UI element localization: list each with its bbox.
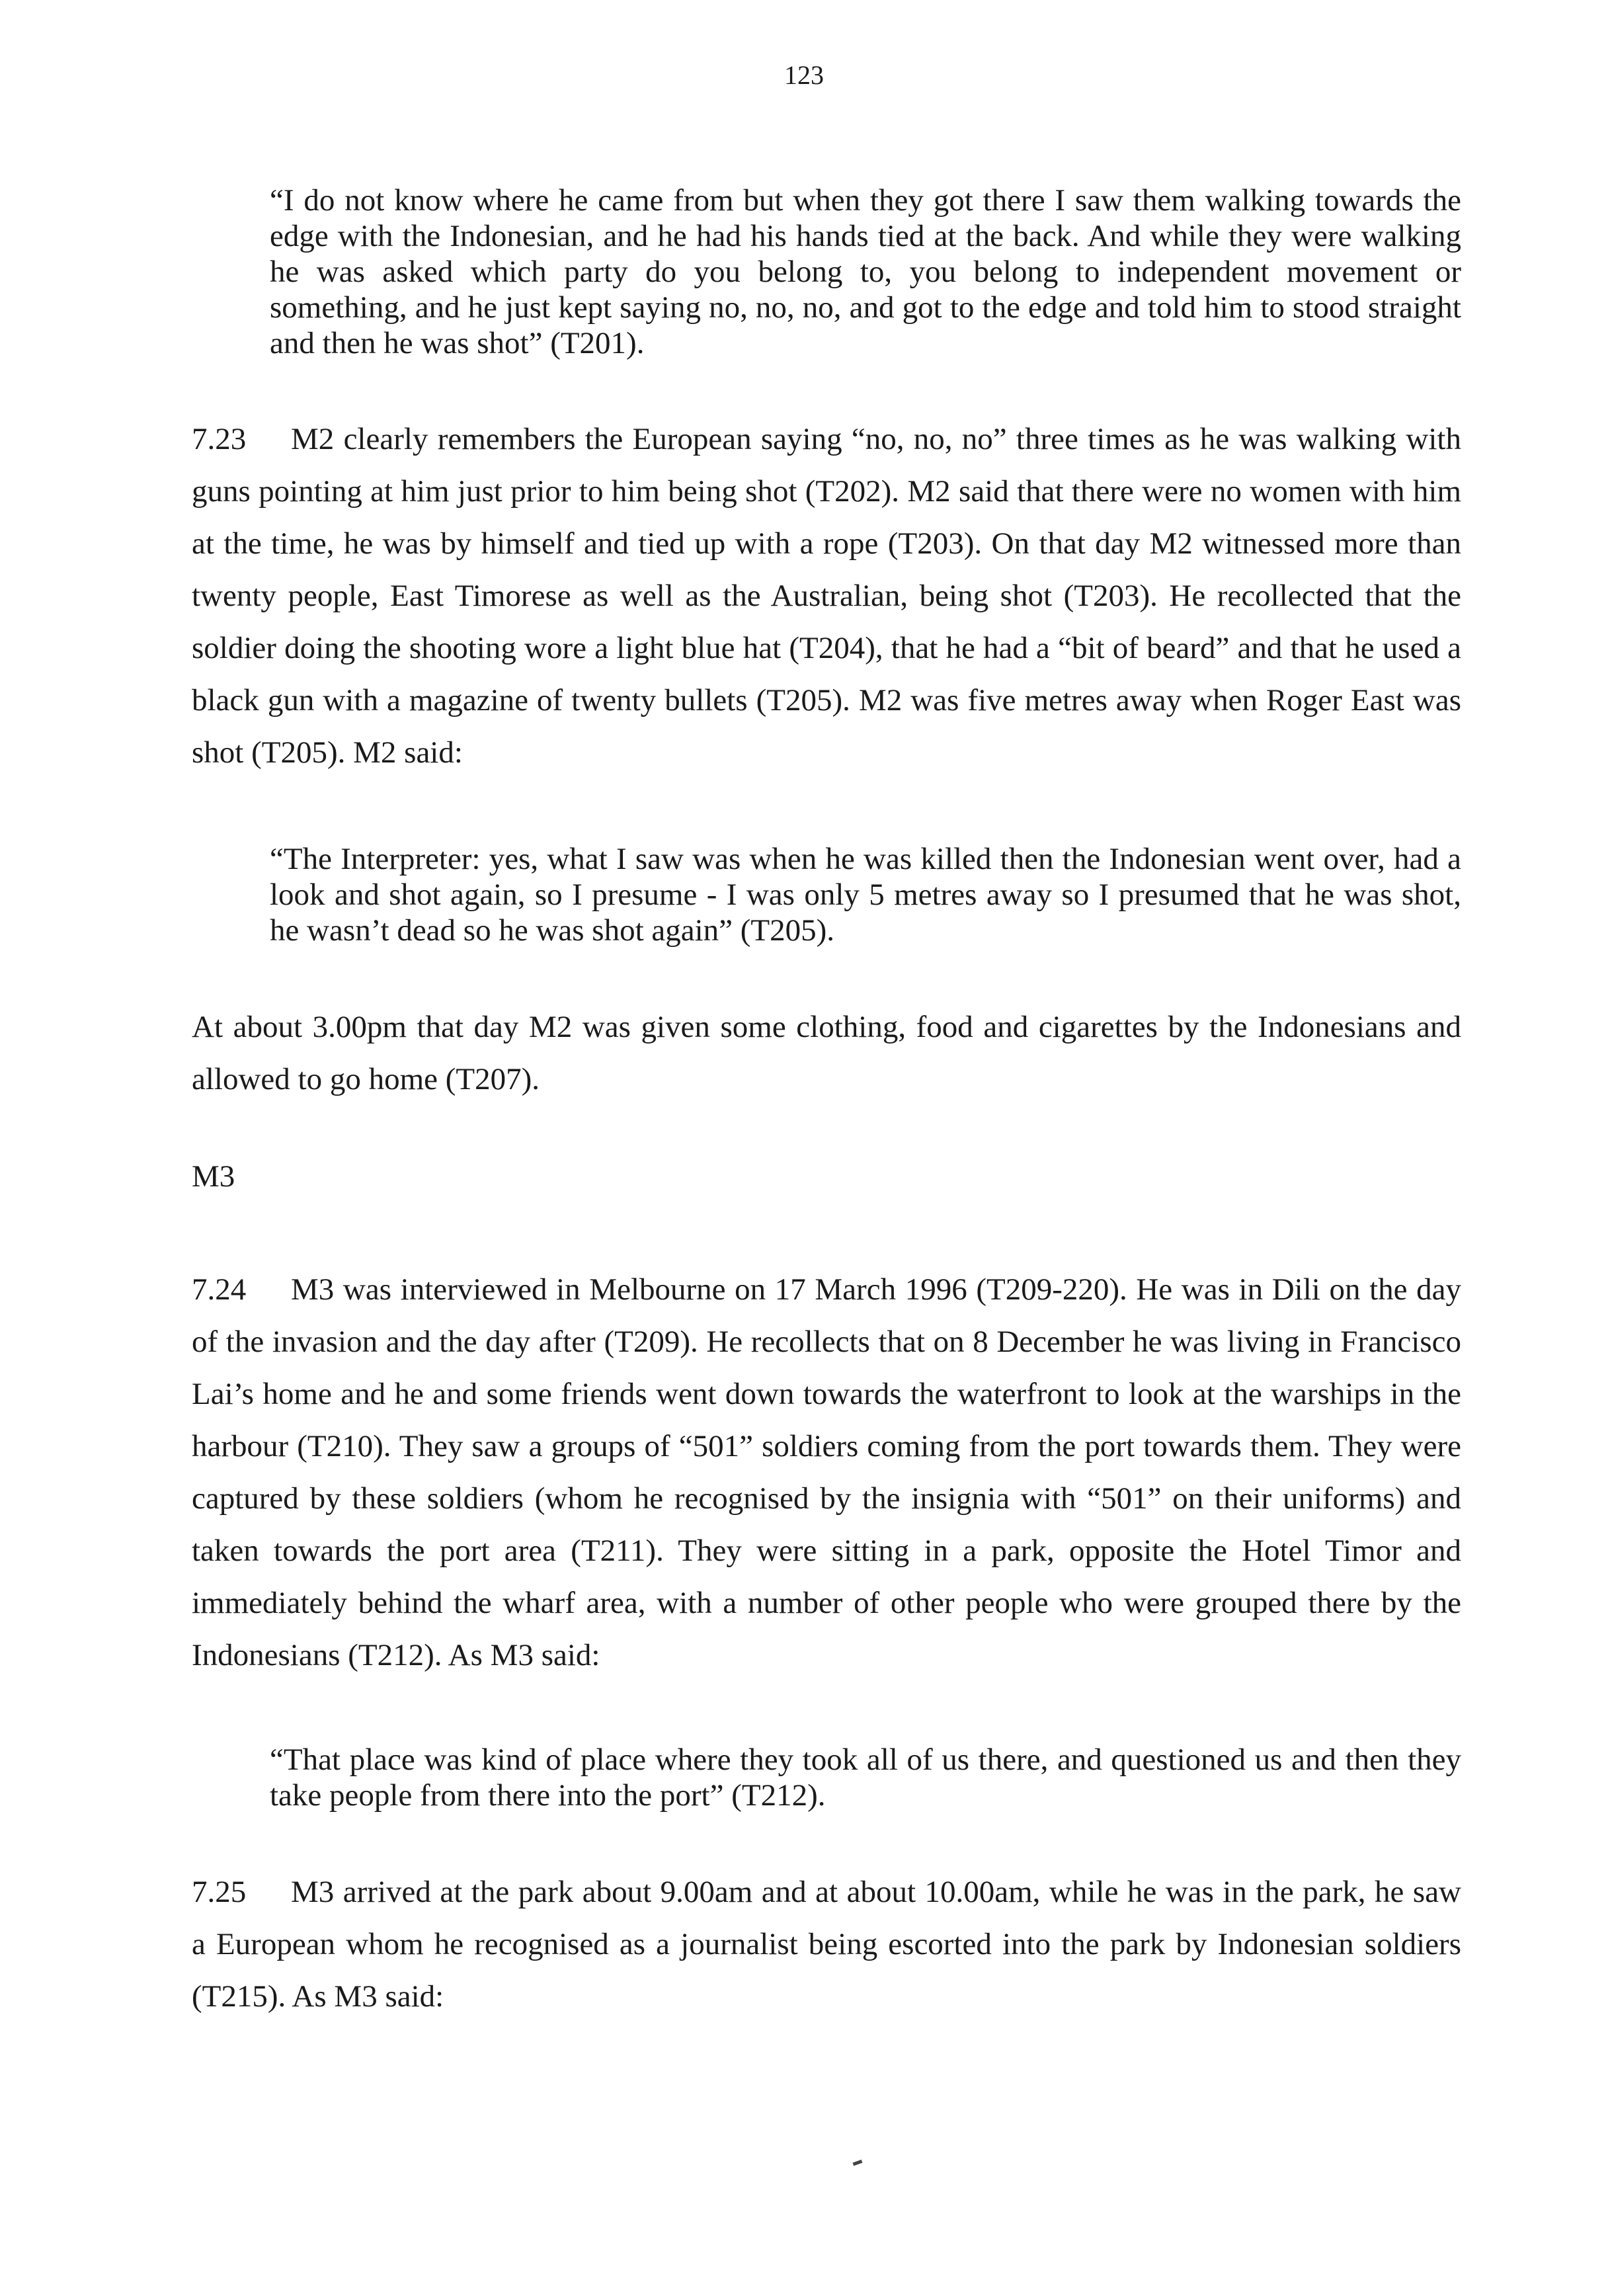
paragraph-7-25 (192, 1866, 1461, 2023)
paragraph-7-24 (192, 1264, 1461, 1682)
paragraph-text: M2 clearly remembers the European saying “no, no, no” three times as he was walking with guns pointing at him just prior to him being shot (T202). M2 said that there were no women with him at the time, he was by himself and tied up with a rope (T203). On that day M2 witnessed more than twenty people, East Timorese as well as the Australian, being shot (T203). He recollected that the soldier doing the shooting wore a light blue hat (T204), that he had a “bit of beard” and that he used a black gun with a magazine of twenty bullets (T205). M2 was five metres away when Roger East was shot (T205). M2 said: (192, 422, 1461, 770)
paragraph-text: M3 was interviewed in Melbourne on 17 March 1996 (T209-220). He was in Dili on the day of the invasion and the day after (T209). He recollects that on 8 December he was living in Francisco Lai’s home and he and some friends went down towards the waterfront to look at the warships in the harbour (T210). They saw a groups of “501” soldiers coming from the port towards them. They were captured by these soldiers (whom he recognised by the insignia with “501” on their uniforms) and taken towards the port area (T211). They were sitting in a park, opposite the Hotel Timor and immediately behind the wharf area, with a number of other people who were grouped there by the Indonesians (T212). As M3 said: (192, 1272, 1461, 1672)
paragraph-number: 7.24 (192, 1272, 247, 1307)
paragraph-7-23 (192, 413, 1461, 779)
paragraph-number: 7.23 (192, 422, 247, 456)
paragraph-after-quote-2: At about 3.00pm that day M2 was given some clothing, food and cigarettes by the Indonesians and allowed to go home (T207). (192, 1010, 1461, 1096)
paragraph-text: M3 arrived at the park about 9.00am and at about 10.00am, while he was in the park, he saw a European whom he recognised as a journalist being escorted into the park by Indonesian soldiers (T215). As M3 said: (192, 1875, 1461, 2014)
quote-block-2: “The Interpreter: yes, what I saw was when he was killed then the Indonesian went over, had a look and shot again, so I presume - I was only 5 metres away so I presumed that he was shot, he wasn’t dead so he was shot again” (T205). (270, 842, 1461, 948)
scan-mark (853, 2160, 863, 2166)
page-number: 123 (784, 60, 824, 90)
paragraph-number: 7.25 (192, 1875, 247, 1909)
quote-block-3: “That place was kind of place where they took all of us there, and questioned us and then they take people from there into the port” (T212). (270, 1742, 1461, 1813)
quote-block-1: “I do not know where he came from but when they got there I saw them walking towards the edge with the Indonesian, and he had his hands tied at the back. And while they were walking he was asked which party do you belong to, you belong to independent movement or something, and he just kept saying no, no, no, and got to the edge and told him to stood straight and then he was shot” (T201). (270, 183, 1461, 360)
section-heading-m3: M3 (192, 1159, 235, 1194)
